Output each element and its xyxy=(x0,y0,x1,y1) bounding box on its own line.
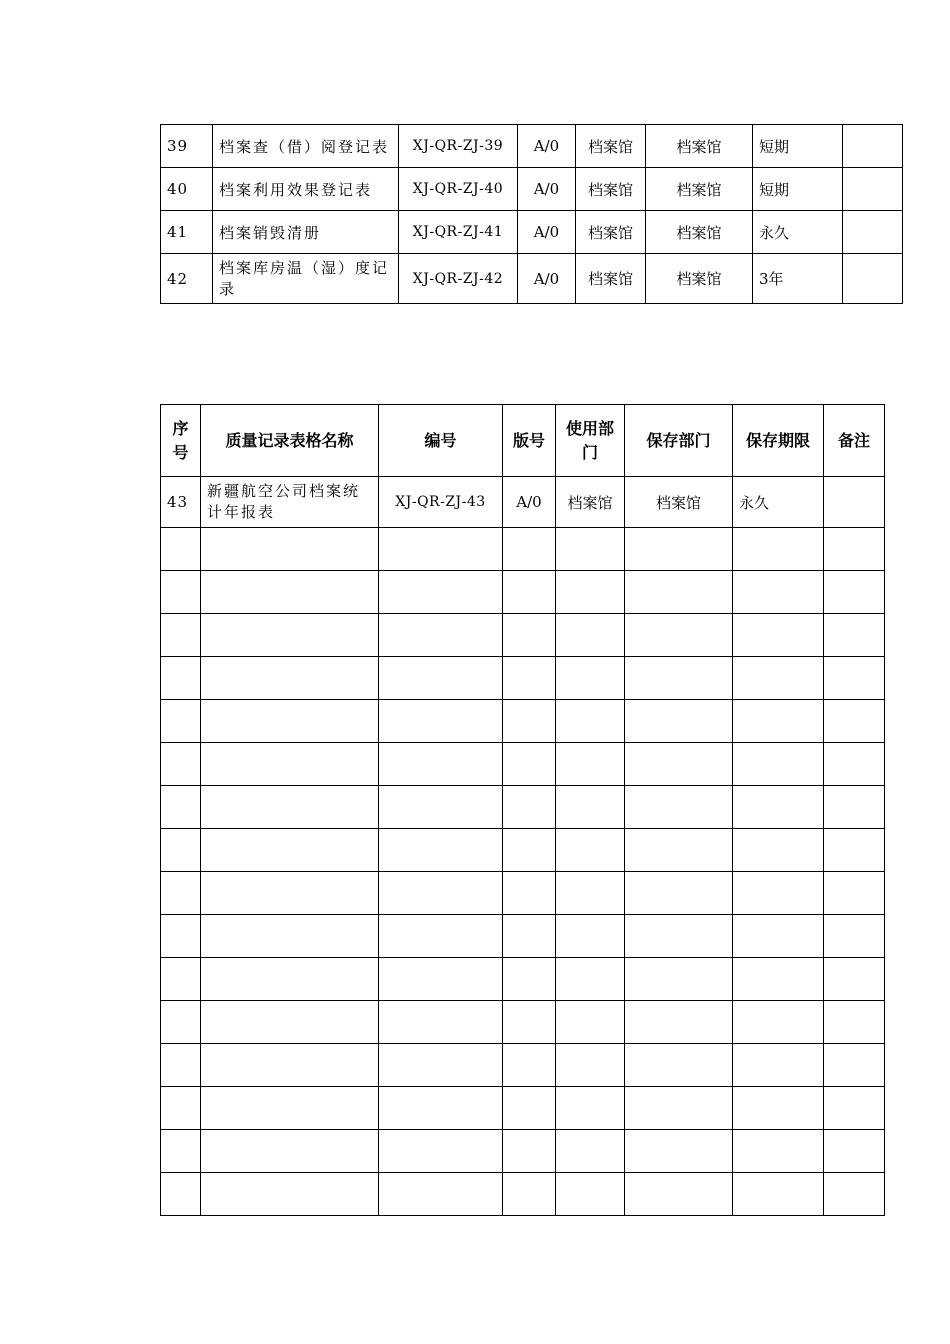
keep-period: 3年 xyxy=(753,254,843,304)
empty-cell xyxy=(379,528,503,571)
empty-cell xyxy=(824,786,885,829)
empty-cell xyxy=(201,915,379,958)
empty-cell xyxy=(824,657,885,700)
empty-cell xyxy=(625,958,733,1001)
empty-cell xyxy=(201,958,379,1001)
empty-cell xyxy=(556,1087,625,1130)
empty-cell xyxy=(556,829,625,872)
empty-cell xyxy=(733,958,824,1001)
empty-cell xyxy=(379,657,503,700)
empty-cell xyxy=(161,1173,201,1216)
empty-cell xyxy=(379,872,503,915)
record-name: 档案查（借）阅登记表 xyxy=(213,125,399,168)
empty-cell xyxy=(379,571,503,614)
empty-cell xyxy=(625,1173,733,1216)
empty-cell xyxy=(824,1001,885,1044)
empty-cell xyxy=(161,872,201,915)
empty-cell xyxy=(503,1044,556,1087)
empty-cell xyxy=(161,614,201,657)
empty-cell xyxy=(161,958,201,1001)
empty-cell xyxy=(379,786,503,829)
empty-cell xyxy=(556,1044,625,1087)
empty-cell xyxy=(824,1087,885,1130)
empty-cell xyxy=(733,1130,824,1173)
empty-cell xyxy=(733,743,824,786)
empty-table-row xyxy=(161,1044,885,1087)
empty-cell xyxy=(379,614,503,657)
empty-cell xyxy=(733,1001,824,1044)
use-department: 档案馆 xyxy=(556,477,625,528)
empty-cell xyxy=(161,1087,201,1130)
empty-table-row xyxy=(161,829,885,872)
empty-cell xyxy=(161,528,201,571)
empty-table-row xyxy=(161,786,885,829)
empty-cell xyxy=(824,1044,885,1087)
empty-cell xyxy=(556,743,625,786)
table-row xyxy=(161,168,903,211)
empty-cell xyxy=(503,958,556,1001)
empty-cell xyxy=(556,786,625,829)
empty-cell xyxy=(625,872,733,915)
keep-period: 永久 xyxy=(753,211,843,254)
empty-cell xyxy=(201,786,379,829)
empty-table-row xyxy=(161,657,885,700)
empty-cell xyxy=(201,614,379,657)
empty-cell xyxy=(201,829,379,872)
empty-cell xyxy=(161,743,201,786)
empty-cell xyxy=(733,829,824,872)
empty-cell xyxy=(201,1130,379,1173)
record-code: XJ-QR-ZJ-42 xyxy=(399,254,518,304)
empty-cell xyxy=(379,743,503,786)
empty-cell xyxy=(379,1087,503,1130)
header-version: 版号 xyxy=(503,405,556,477)
empty-cell xyxy=(503,743,556,786)
record-code: XJ-QR-ZJ-43 xyxy=(379,477,503,528)
header-code: 编号 xyxy=(379,405,503,477)
keep-period: 短期 xyxy=(753,125,843,168)
record-code: XJ-QR-ZJ-40 xyxy=(399,168,518,211)
empty-cell xyxy=(503,1087,556,1130)
empty-cell xyxy=(824,958,885,1001)
empty-cell xyxy=(201,571,379,614)
empty-cell xyxy=(503,786,556,829)
empty-cell xyxy=(161,1130,201,1173)
empty-cell xyxy=(503,915,556,958)
empty-cell xyxy=(201,700,379,743)
empty-cell xyxy=(733,700,824,743)
empty-cell xyxy=(733,1173,824,1216)
empty-cell xyxy=(824,872,885,915)
empty-table-row xyxy=(161,528,885,571)
empty-cell xyxy=(556,614,625,657)
empty-cell xyxy=(733,786,824,829)
record-version: A/0 xyxy=(518,168,576,211)
keep-period: 短期 xyxy=(753,168,843,211)
use-department: 档案馆 xyxy=(576,211,646,254)
empty-cell xyxy=(625,571,733,614)
table-row xyxy=(161,125,903,168)
empty-cell xyxy=(503,1001,556,1044)
empty-cell xyxy=(556,1130,625,1173)
record-version: A/0 xyxy=(518,125,576,168)
empty-cell xyxy=(161,915,201,958)
header-no: 序号 xyxy=(161,405,201,477)
blank-rows xyxy=(161,528,885,1216)
empty-cell xyxy=(824,915,885,958)
empty-cell xyxy=(379,1001,503,1044)
empty-cell xyxy=(625,1044,733,1087)
records-table xyxy=(160,404,885,1216)
table-row xyxy=(161,477,885,528)
empty-cell xyxy=(625,700,733,743)
use-department: 档案馆 xyxy=(576,125,646,168)
empty-table-row xyxy=(161,915,885,958)
empty-table-row xyxy=(161,1130,885,1173)
header-use-department: 使用部门 xyxy=(556,405,625,477)
empty-cell xyxy=(161,700,201,743)
empty-cell xyxy=(824,829,885,872)
empty-cell xyxy=(161,657,201,700)
empty-cell xyxy=(733,571,824,614)
empty-cell xyxy=(733,657,824,700)
empty-table-row xyxy=(161,872,885,915)
empty-cell xyxy=(556,571,625,614)
empty-cell xyxy=(824,1173,885,1216)
empty-table-row xyxy=(161,1173,885,1216)
row-number: 41 xyxy=(161,211,213,254)
empty-cell xyxy=(201,657,379,700)
empty-cell xyxy=(503,528,556,571)
empty-cell xyxy=(201,872,379,915)
empty-cell xyxy=(625,528,733,571)
empty-cell xyxy=(625,743,733,786)
empty-cell xyxy=(556,700,625,743)
use-department: 档案馆 xyxy=(576,168,646,211)
empty-table-row xyxy=(161,1001,885,1044)
empty-cell xyxy=(161,571,201,614)
empty-cell xyxy=(625,1130,733,1173)
empty-cell xyxy=(503,872,556,915)
empty-cell xyxy=(824,743,885,786)
empty-cell xyxy=(556,872,625,915)
record-code: XJ-QR-ZJ-39 xyxy=(399,125,518,168)
keep-department: 档案馆 xyxy=(646,254,753,304)
empty-cell xyxy=(625,786,733,829)
keep-department: 档案馆 xyxy=(646,168,753,211)
empty-cell xyxy=(824,614,885,657)
empty-cell xyxy=(733,915,824,958)
keep-department: 档案馆 xyxy=(625,477,733,528)
empty-cell xyxy=(503,829,556,872)
empty-cell xyxy=(625,657,733,700)
empty-cell xyxy=(379,1044,503,1087)
keep-department: 档案馆 xyxy=(646,211,753,254)
note-cell xyxy=(843,125,903,168)
empty-cell xyxy=(503,614,556,657)
empty-cell xyxy=(201,1044,379,1087)
empty-cell xyxy=(556,528,625,571)
table-row xyxy=(161,211,903,254)
empty-cell xyxy=(379,829,503,872)
empty-cell xyxy=(824,700,885,743)
row-number: 42 xyxy=(161,254,213,304)
note-cell xyxy=(843,254,903,304)
empty-cell xyxy=(503,571,556,614)
note-cell xyxy=(843,168,903,211)
empty-cell xyxy=(733,872,824,915)
empty-cell xyxy=(201,528,379,571)
record-code: XJ-QR-ZJ-41 xyxy=(399,211,518,254)
record-version: A/0 xyxy=(503,477,556,528)
note-cell xyxy=(824,477,885,528)
record-version: A/0 xyxy=(518,211,576,254)
records-table-continued xyxy=(160,124,903,304)
empty-cell xyxy=(824,528,885,571)
empty-cell xyxy=(201,1087,379,1130)
table-row xyxy=(161,254,903,304)
empty-cell xyxy=(379,700,503,743)
empty-cell xyxy=(201,1173,379,1216)
keep-department: 档案馆 xyxy=(646,125,753,168)
empty-cell xyxy=(625,915,733,958)
empty-cell xyxy=(556,657,625,700)
row-number: 40 xyxy=(161,168,213,211)
empty-table-row xyxy=(161,1087,885,1130)
row-number: 39 xyxy=(161,125,213,168)
header-name: 质量记录表格名称 xyxy=(201,405,379,477)
empty-cell xyxy=(556,1001,625,1044)
empty-cell xyxy=(556,915,625,958)
empty-cell xyxy=(379,1173,503,1216)
empty-cell xyxy=(824,1130,885,1173)
empty-cell xyxy=(733,1087,824,1130)
header-keep-department: 保存部门 xyxy=(625,405,733,477)
empty-table-row xyxy=(161,614,885,657)
empty-cell xyxy=(161,786,201,829)
empty-cell xyxy=(733,1044,824,1087)
empty-cell xyxy=(824,571,885,614)
empty-cell xyxy=(503,1130,556,1173)
empty-table-row xyxy=(161,700,885,743)
empty-cell xyxy=(201,1001,379,1044)
empty-cell xyxy=(379,958,503,1001)
empty-cell xyxy=(161,1001,201,1044)
empty-cell xyxy=(733,614,824,657)
empty-cell xyxy=(161,829,201,872)
empty-cell xyxy=(503,1173,556,1216)
row-number: 43 xyxy=(161,477,201,528)
empty-cell xyxy=(556,1173,625,1216)
empty-cell xyxy=(161,1044,201,1087)
empty-table-row xyxy=(161,571,885,614)
empty-cell xyxy=(625,1087,733,1130)
record-version: A/0 xyxy=(518,254,576,304)
empty-cell xyxy=(625,614,733,657)
empty-cell xyxy=(379,915,503,958)
empty-cell xyxy=(556,958,625,1001)
header-keep-period: 保存期限 xyxy=(733,405,824,477)
empty-table-row xyxy=(161,958,885,1001)
table-header-row xyxy=(161,405,885,477)
use-department: 档案馆 xyxy=(576,254,646,304)
empty-cell xyxy=(201,743,379,786)
note-cell xyxy=(843,211,903,254)
empty-cell xyxy=(733,528,824,571)
empty-cell xyxy=(625,1001,733,1044)
empty-table-row xyxy=(161,743,885,786)
empty-cell xyxy=(379,1130,503,1173)
record-name: 档案销毁清册 xyxy=(213,211,399,254)
empty-cell xyxy=(625,829,733,872)
record-name: 档案库房温（湿）度记录 xyxy=(213,254,399,304)
empty-cell xyxy=(503,700,556,743)
empty-cell xyxy=(503,657,556,700)
record-name: 新疆航空公司档案统计年报表 xyxy=(201,477,379,528)
keep-period: 永久 xyxy=(733,477,824,528)
header-note: 备注 xyxy=(824,405,885,477)
record-name: 档案利用效果登记表 xyxy=(213,168,399,211)
